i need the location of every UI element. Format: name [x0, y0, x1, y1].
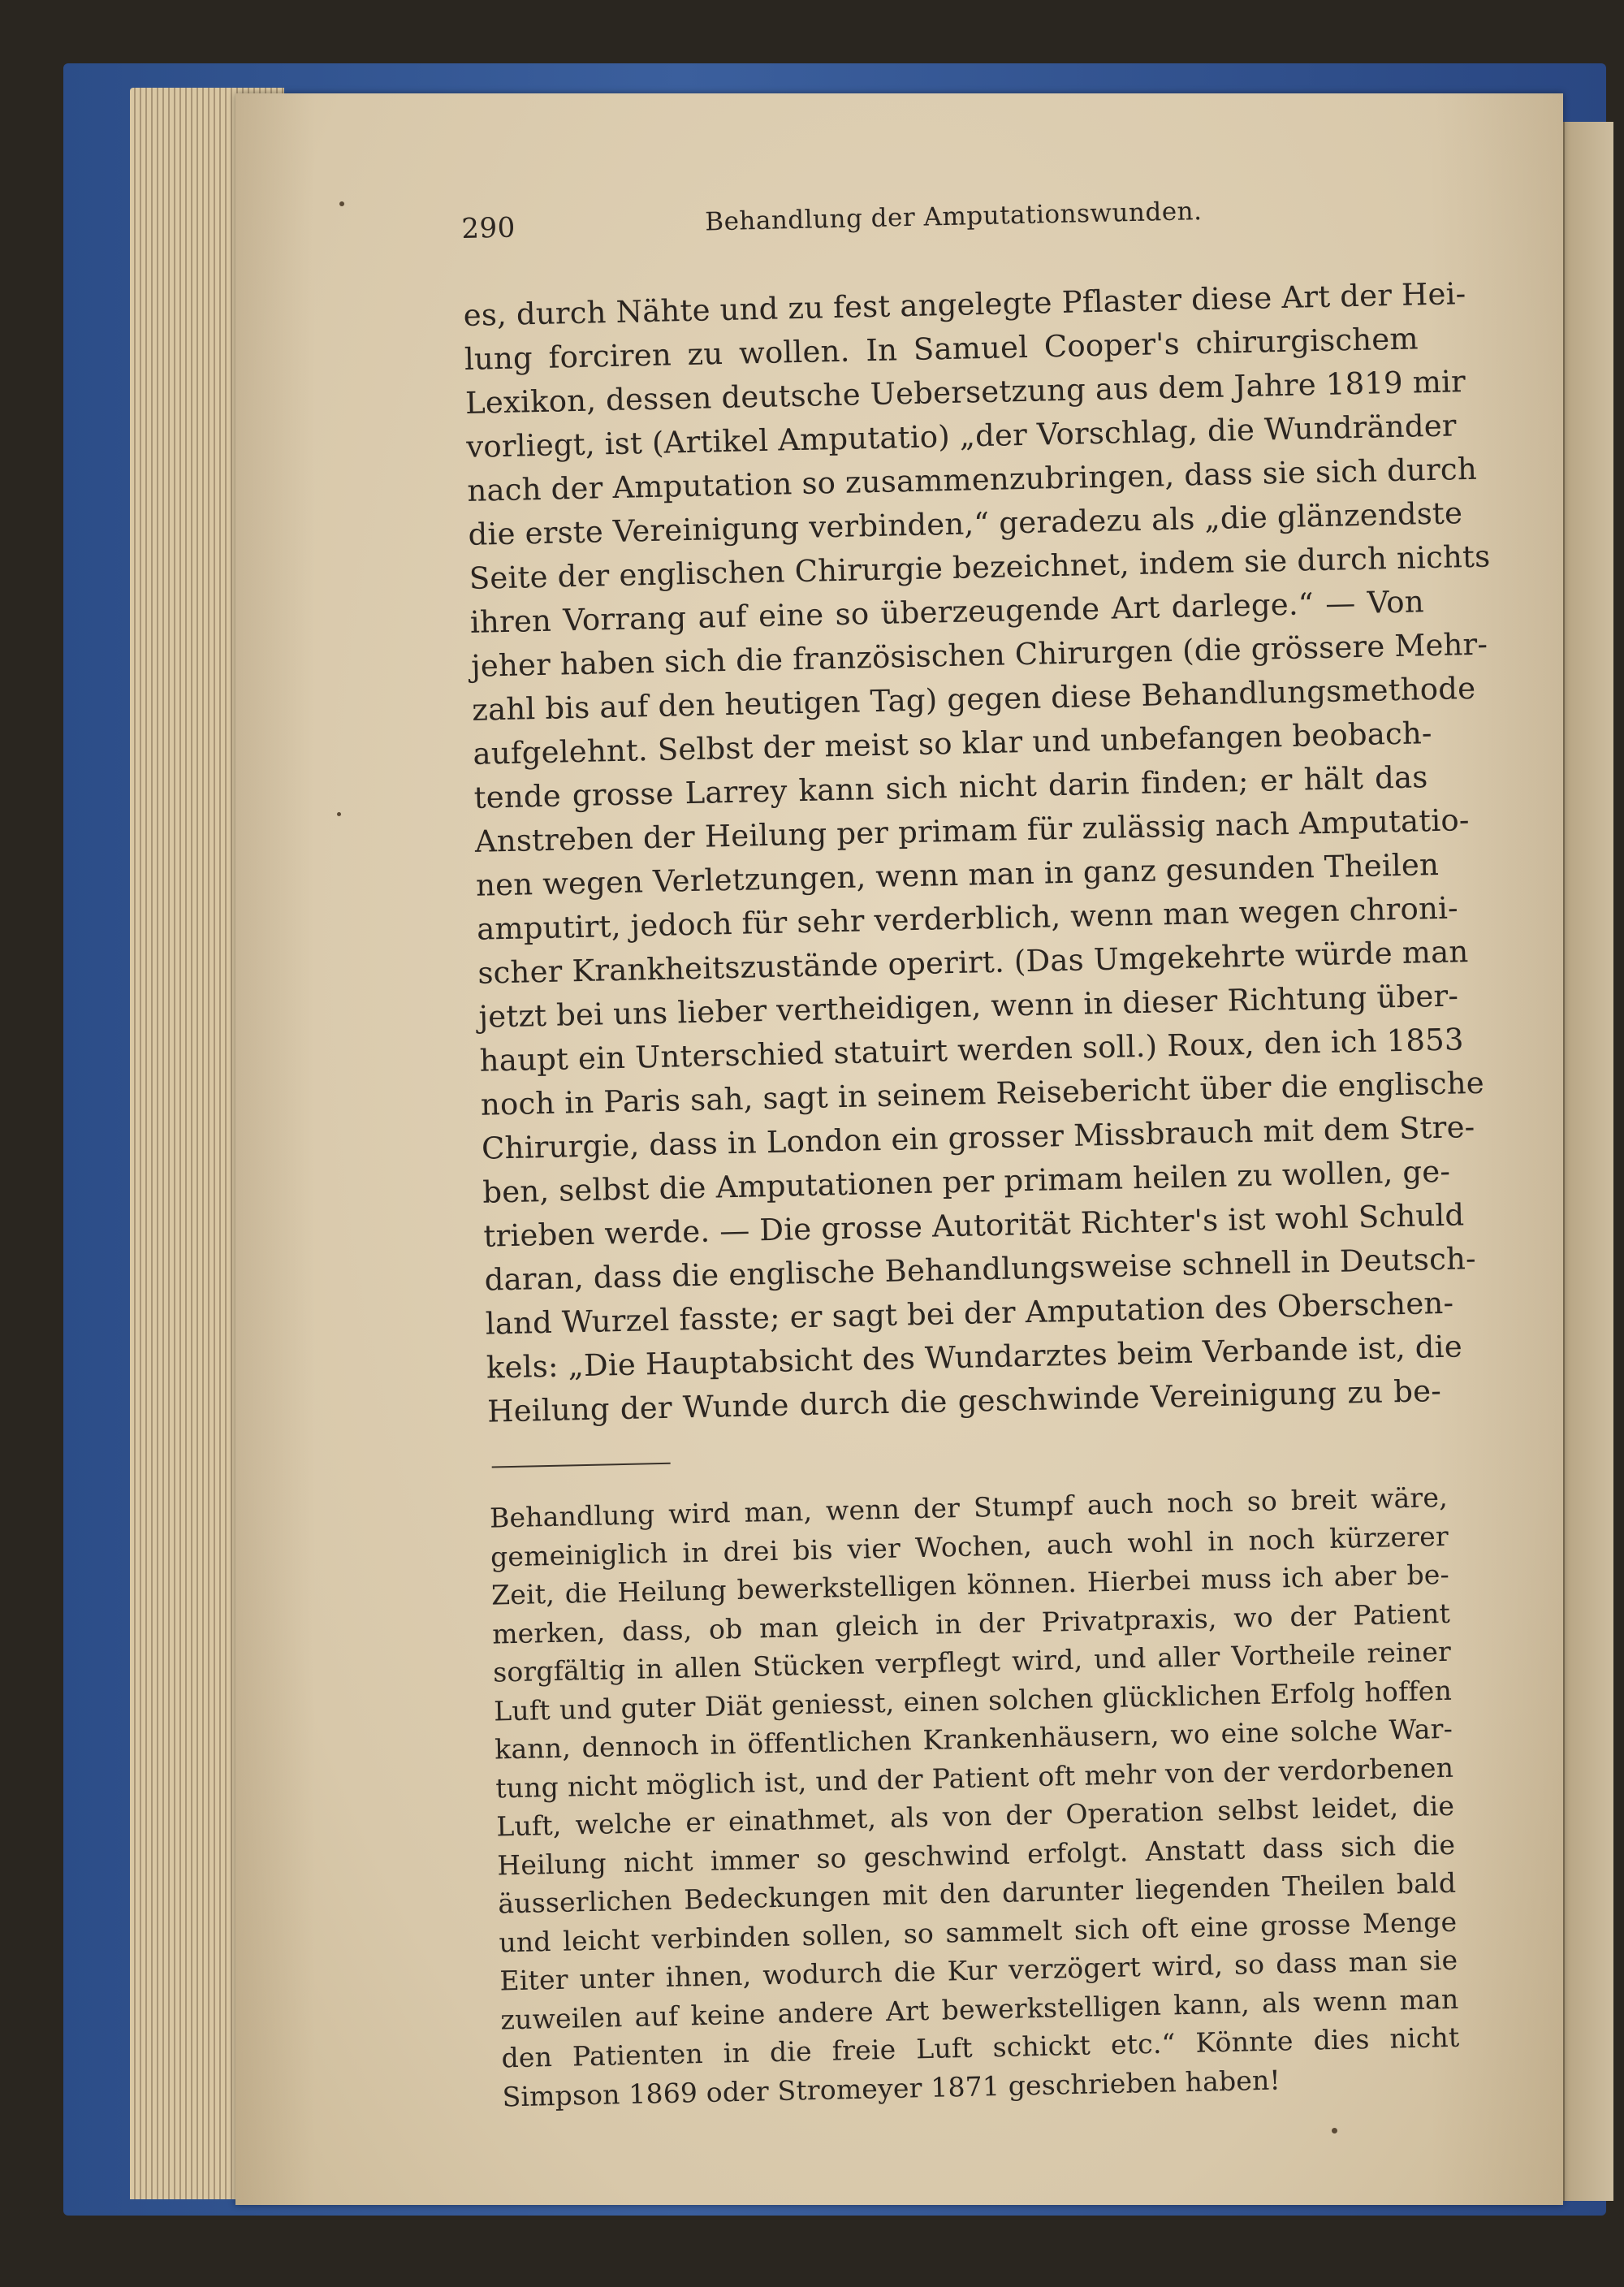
text-line: kels: „Die Hauptabsicht des Wundarztes beim Verbande ist, die — [486, 1329, 1463, 1386]
text-line: scher Krankheitszustände operirt. (Das Umgekehrte würde man — [477, 934, 1469, 991]
footnote-line: Luft und guter Diät geniesst, einen solchen glücklichen Erfolg hoffen — [493, 1674, 1453, 1727]
footnote-line: äusserlichen Bedeckungen mit den darunter liegenden Theilen bald — [498, 1866, 1457, 1920]
text-line: Anstreben der Heilung per primam für zulässig nach Amputatio- — [474, 802, 1471, 859]
text-line: amputirt, jedoch für sehr verderblich, wenn man wegen chroni- — [476, 890, 1459, 947]
page-number: 290 — [461, 211, 516, 245]
text-line: trieben werde. — Die grosse Autorität Richter's ist wohl Schuld — [483, 1197, 1465, 1254]
footnote-line: Simpson 1869 oder Stromeyer 1871 geschrieben haben! — [502, 2064, 1281, 2112]
footnote-line: zuweilen auf keine andere Art bewerkstelligen kann, als wenn man — [500, 1982, 1459, 2035]
text-line: ben, selbst die Amputationen per primam heilen zu wollen, ge- — [482, 1153, 1451, 1210]
text-line: nach der Amputation so zusammenzubringen, dass sie sich durch — [467, 451, 1478, 508]
text-line: aufgelehnt. Selbst der meist so klar und unbefangen beobach- — [473, 715, 1433, 772]
paper-speck — [339, 201, 344, 206]
text-line: die erste Vereinigung verbinden,“ geradezu als „die glänzendste — [468, 495, 1463, 552]
footnote-line: Behandlung wird man, wenn der Stumpf auch noch so breit wäre, — [489, 1481, 1449, 1534]
footnote-line: und leicht verbinden sollen, so sammelt sich oft eine grosse Menge — [499, 1905, 1458, 1958]
footnote-line: Luft, welche er einathmet, als von der Operation selbst leidet, die — [495, 1789, 1455, 1843]
footnote-line: sorgfältig in allen Stücken verpflegt wird, und aller Vortheile reiner — [492, 1635, 1452, 1688]
text-line: Seite der englischen Chirurgie bezeichnet, indem sie durch nichts — [469, 538, 1491, 596]
footnote-line: merken, dass, ob man gleich in der Privatpraxis, wo der Patient — [491, 1597, 1451, 1650]
footnote-line: gemeiniglich in drei bis vier Wochen, auch wohl in noch kürzerer — [490, 1520, 1449, 1573]
facing-page-edge — [1563, 122, 1613, 2201]
text-line: land Wurzel fasste; er sagt bei der Amputation des Oberschen- — [485, 1285, 1454, 1342]
paper-speck — [337, 812, 341, 816]
footnote-line: kann, dennoch in öffentlichen Krankenhäusern, wo eine solche War- — [494, 1712, 1453, 1766]
text-line: jeher haben sich die französischen Chirurgen (die grössere Mehr- — [470, 626, 1488, 684]
text-line: Lexikon, dessen deutsche Uebersetzung aus dem Jahre 1819 mir — [464, 364, 1466, 421]
footnote-line: Eiter unter ihnen, wodurch die Kur verzögert wird, so dass man sie — [499, 1943, 1458, 1997]
paper-speck — [1332, 2128, 1337, 2134]
text-line: noch in Paris sah, sagt in seinem Reisebericht über die englische — [480, 1065, 1485, 1122]
text-line: haupt ein Unterschied statuirt werden soll.) Roux, den ich 1853 — [479, 1022, 1465, 1079]
text-line: nen wegen Verletzungen, wenn man in ganz gesunden Theilen — [475, 846, 1440, 903]
text-line: es, durch Nähte und zu fest angelegte Pflaster diese Art der Hei- — [463, 276, 1466, 333]
page-content — [461, 192, 1491, 2116]
text-line: lung forciren zu wollen. In Samuel Cooper's chirurgischem — [464, 321, 1419, 377]
text-line: vorliegt, ist (Artikel Amputatio) „der Vorschlag, die Wundränder — [465, 408, 1458, 465]
footnote-text — [490, 1477, 1477, 2116]
footnote-divider — [492, 1463, 671, 1468]
text-line: Chirurgie, dass in London ein grosser Missbrauch mit dem Stre- — [481, 1109, 1475, 1166]
text-line: jetzt bei uns lieber vertheidigen, wenn in dieser Richtung über- — [478, 978, 1459, 1035]
running-head-title: Behandlung der Amputationswunden. — [704, 197, 1203, 237]
text-line: tende grosse Larrey kann sich nicht darin finden; er hält das — [473, 759, 1428, 815]
text-line: zahl bis auf den heutigen Tag) gegen diese Behandlungsmethode — [471, 670, 1476, 728]
text-line: ihren Vorrang auf eine so überzeugende Art darlege.“ — Von — [469, 584, 1425, 640]
text-line: daran, dass die englische Behandlungsweise schnell in Deutsch- — [484, 1241, 1477, 1298]
text-line: Heilung der Wunde durch die geschwinde Vereinigung zu be- — [486, 1373, 1442, 1429]
footnote-line: Zeit, die Heilung bewerkstelligen können. Hierbei muss ich aber be- — [490, 1558, 1450, 1611]
footnote-line: den Patienten in die freie Luft schickt etc.“ Könnte dies nicht — [501, 2021, 1460, 2074]
body-text — [463, 273, 1491, 1434]
footnote-line: Heilung nicht immer so geschwind erfolgt. Anstatt dass sich die — [496, 1828, 1456, 1882]
footnote-line: tung nicht möglich ist, und der Patient oft mehr von der verdorbenen — [495, 1751, 1454, 1805]
